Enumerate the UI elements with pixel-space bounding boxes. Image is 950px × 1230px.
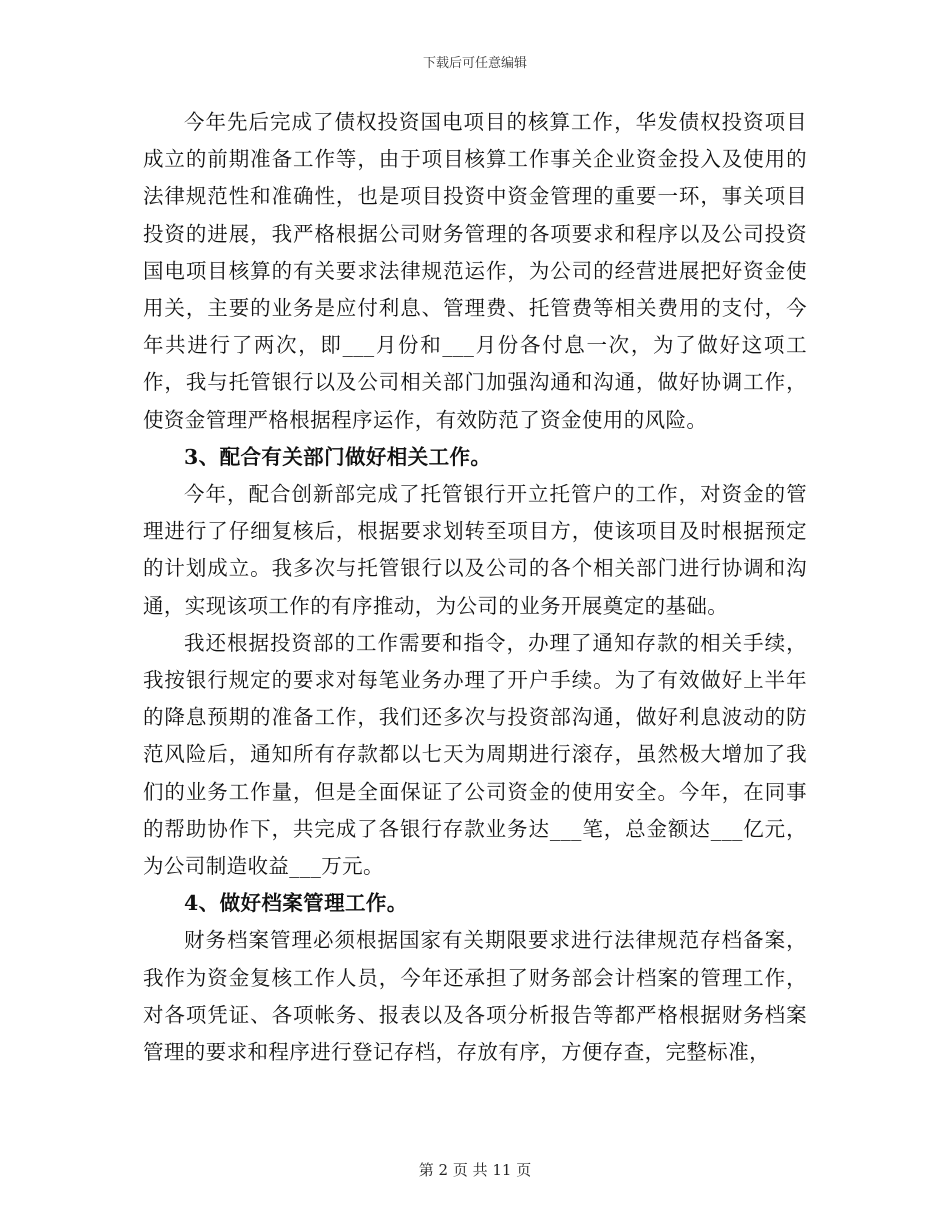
paragraph-custody-account: 今年，配合创新部完成了托管银行开立托管户的工作，对资金的管理进行了仔细复核后，根据要求划转至项目方，使该项目及时根据预定的计划成立。我多次与托管银行以及公司的各个相关部门进行协调和沟通，实现该项工作的有序推动，为公司的业务开展奠定的基础。 xyxy=(143,482,807,618)
section-heading-4: 4、做好档案管理工作。 xyxy=(184,891,408,916)
document-body xyxy=(143,104,807,1071)
page-header: 下载后可任意编辑 xyxy=(422,56,527,71)
section-heading-3: 3、配合有关部门做好相关工作。 xyxy=(184,444,492,469)
paragraph-bond-investment-accounting: 今年先后完成了债权投资国电项目的核算工作，华发债权投资项目成立的前期准备工作等，由于项目核算工作事关企业资金投入及使用的法律规范性和准确性，也是项目投资中资金管理的重要一环，事关项目投资的进展，我严格根据公司财务管理的各项要求和程序以及公司投资国电项目核算的有关要求法律规范运作，为公司的经营进展把好资金使用关，主要的业务是应付利息、管理费、托管费等相关费用的支付，今年共进行了两次，即___月份和___月份各付息一次，为了做好这项工作，我与托管银行以及公司相关部门加强沟通和沟通，做好协调工作，使资金管理严格根据程序运作，有效防范了资金使用的风险。 xyxy=(143,110,807,432)
paragraph-notice-deposits: 我还根据投资部的工作需要和指令，办理了通知存款的相关手续，我按银行规定的要求对每笔业务办理了开户手续。为了有效做好上半年的降息预期的准备工作，我们还多次与投资部沟通，做好利息波动的防范风险后，通知所有存款都以七天为周期进行滚存，虽然极大增加了我们的业务工作量，但是全面保证了公司资金的使用安全。今年，在同事的帮助协作下，共完成了各银行存款业务达___笔，总金额达___亿元，为公司制造收益___万元。 xyxy=(143,630,807,879)
page-footer: 第 2 页 共 11 页 xyxy=(418,1161,532,1179)
paragraph-archive-management: 财务档案管理必须根据国家有关期限要求进行法律规范存档备案，我作为资金复核工作人员，今年还承担了财务部会计档案的管理工作，对各项凭证、各项帐务、报表以及各项分析报告等都严格根据财务档案管理的要求和程序进行登记存档，存放有序，方便存查，完整标准， xyxy=(143,928,807,1065)
